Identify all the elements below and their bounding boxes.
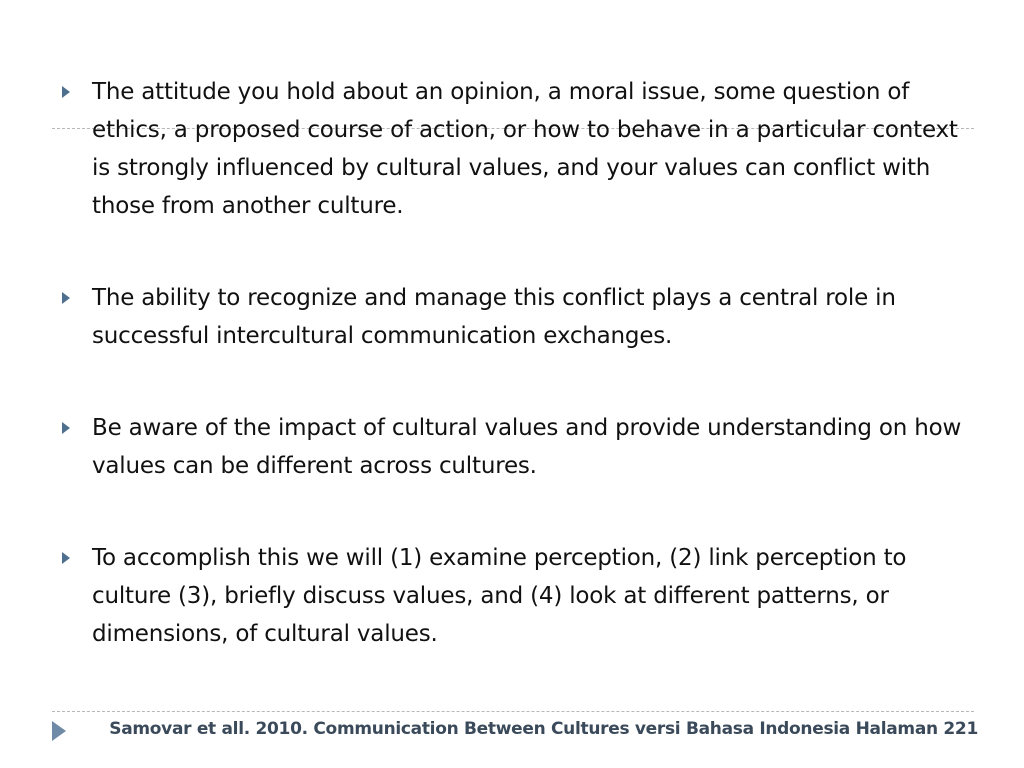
triangle-bullet-icon [62, 552, 70, 564]
footer-citation: Samovar et all. 2010. Communication Between Cultures versi Bahasa Indonesia Halaman 221 [109, 719, 978, 739]
triangle-arrow-icon [52, 721, 66, 741]
bullet-item [56, 279, 966, 355]
bullet-item [56, 73, 966, 225]
bullet-text: The attitude you hold about an opinion, a moral issue, some question of ethics, a proposed course of action, or how to behave in a particular context is strongly influenced by cultural values, and your values can conflict with those from another culture. [92, 79, 958, 219]
bullet-text: Be aware of the impact of cultural values and provide understanding on how values can be different across cultures. [92, 415, 962, 479]
bullet-list [56, 73, 966, 653]
bullet-item [56, 539, 966, 653]
bullet-item [56, 409, 966, 485]
triangle-bullet-icon [62, 422, 70, 434]
bullet-text: To accomplish this we will (1) examine perception, (2) link perception to culture (3), briefly discuss values, and (4) look at different patterns, or dimensions, of cultural values. [92, 545, 907, 647]
triangle-bullet-icon [62, 86, 70, 98]
triangle-bullet-icon [62, 292, 70, 304]
bottom-divider [52, 711, 974, 712]
bullet-text: The ability to recognize and manage this conflict plays a central role in successful intercultural communication exchanges. [92, 285, 896, 349]
